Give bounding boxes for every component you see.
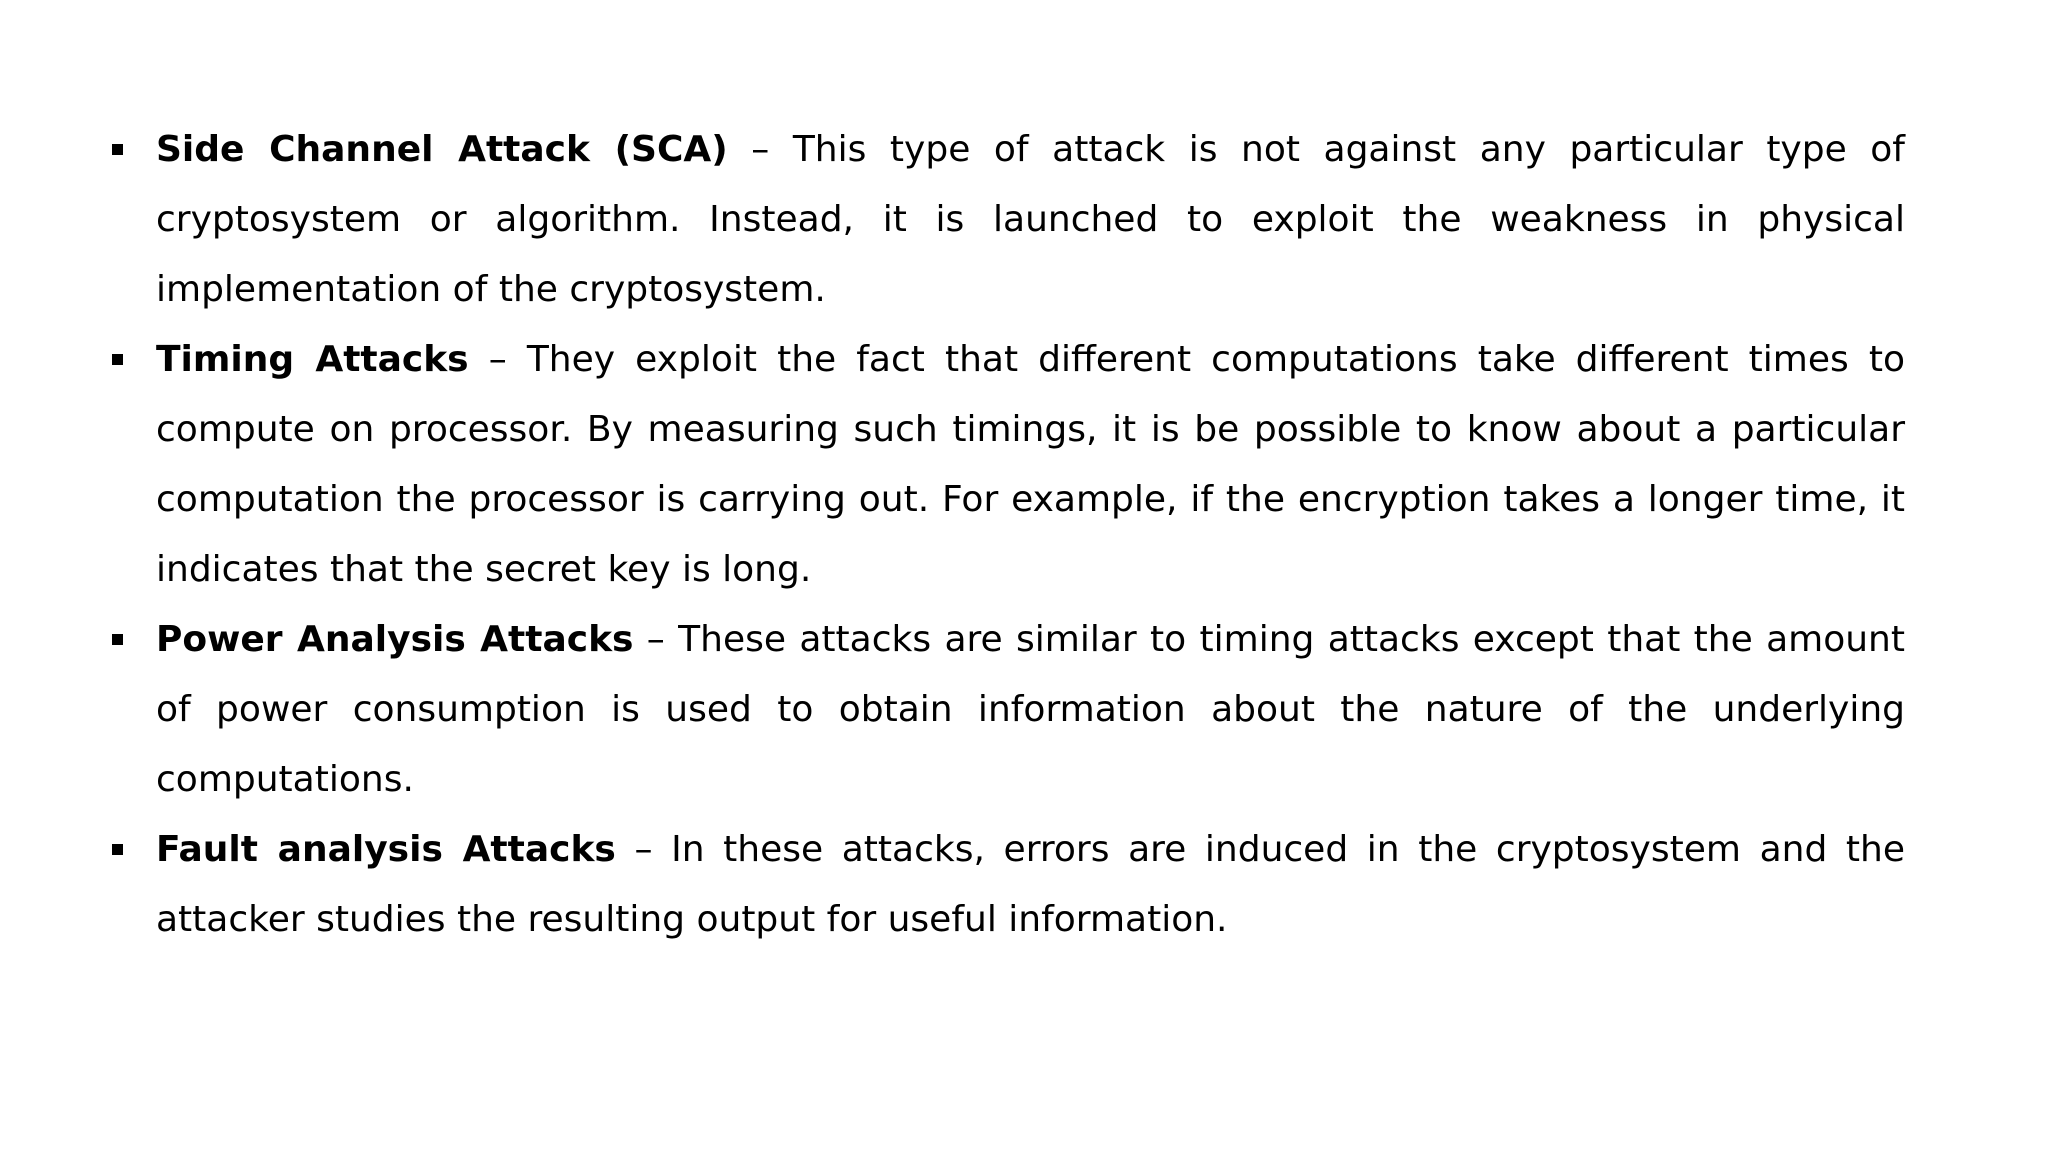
square-bullet-icon	[112, 844, 123, 855]
term-label: Timing Attacks	[156, 339, 469, 380]
list-item-timing-attacks	[110, 325, 1905, 605]
list-item-power-analysis-attacks	[110, 605, 1905, 815]
term-separator: –	[633, 619, 679, 660]
term-separator: –	[727, 129, 793, 170]
term-description: These attacks are similar to timing attacks except that the amount of power consumption is used to obtain information about the nature of the underlying computations.	[156, 619, 1905, 800]
term-description: This type of attack is not against any particular type of cryptosystem or algorithm. Instead, it is launched to exploit the weakness in physical implementation of the cryptosystem.	[156, 129, 1905, 310]
term-description: They exploit the fact that different computations take different times to compute on processor. By measuring such timings, it is be possible to know about a particular computation the processor is carrying out. For example, if the encryption takes a longer time, it indicates that the secret key is long.	[156, 339, 1905, 590]
square-bullet-icon	[112, 634, 123, 645]
square-bullet-icon	[112, 354, 123, 365]
square-bullet-icon	[112, 144, 123, 155]
list-item-fault-analysis-attacks	[110, 815, 1905, 955]
term-separator: –	[468, 339, 527, 380]
term-description: In these attacks, errors are induced in the cryptosystem and the attacker studies the resulting output for useful information.	[156, 829, 1905, 940]
list-item-side-channel-attack	[110, 115, 1905, 325]
term-label: Power Analysis Attacks	[156, 619, 634, 660]
term-label: Fault analysis Attacks	[156, 829, 616, 870]
attack-bullet-list	[110, 115, 1905, 955]
term-separator: –	[615, 829, 672, 870]
term-label: Side Channel Attack (SCA)	[156, 129, 728, 170]
